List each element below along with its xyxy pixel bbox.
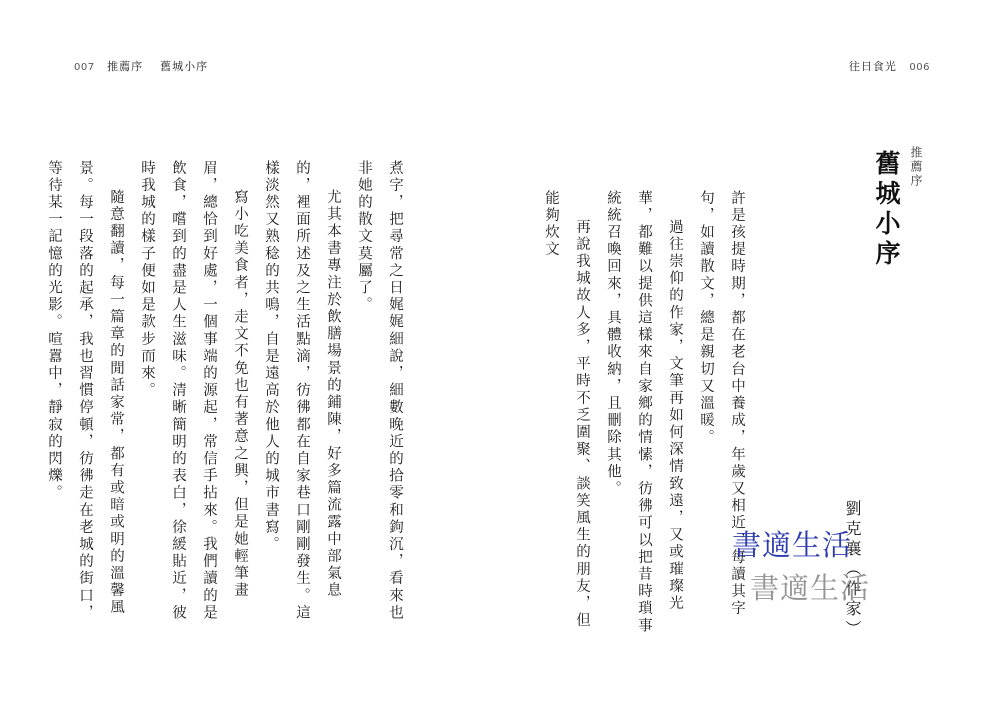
watermark-gray: 書適生活	[750, 571, 871, 605]
paragraph: 過往崇仰的作家，文筆再如何深情致遠，又或璀璨光華，都難以提供這樣來自家鄉的情愫，彷彿可以把昔時瑣事統統召喚回來，具體收納，且刪除其他。	[605, 190, 683, 635]
watermark-blue: 書適生活	[732, 528, 853, 562]
right-page-number: 006	[909, 62, 930, 73]
left-running-head	[74, 58, 208, 74]
paragraph: 寫小吃美食者，走文不免也有著意之興，但是她輕筆畫眉，總恰到好處，一個事端的源起，常信手拈來。我們讀的是飲食，嚐到的盡是人生滋味。清晰簡明的表白，徐緩貼近，彼時我城的樣子便如是款步而來。	[139, 160, 248, 622]
paragraph: 隨意翻讀，每一篇章的閒話家常，都有或暗或明的溫馨風景。每一段落的起承，我也習慣停頓，彷彿走在老城的街口，等待某一記憶的光影。喧囂中，靜寂的閃爍。	[46, 160, 124, 622]
paragraph: 許是孩提時期，都在老台中養成，年歲又相近，每讀其字句，如讀散文，總是親切又溫暖。	[698, 190, 745, 618]
paragraph: 再說我城故人多，平時不乏圍聚、談笑風生的朋友，但能夠炊文	[543, 190, 590, 630]
paragraph: 煮字，把尋常之日娓娓細說，細數晚近的拾零和鉤沉，看來也非她的散文莫屬了。	[356, 160, 403, 622]
right-running-title: 往日食光	[848, 60, 897, 73]
right-body-text	[535, 190, 752, 642]
author-credit: 劉克襄（作家）	[843, 500, 862, 640]
section-label: 推薦序	[909, 146, 923, 188]
left-page-number: 007	[74, 62, 95, 73]
left-running-title: 舊城小序	[160, 60, 209, 73]
left-section-name: 推薦序	[107, 60, 144, 73]
chapter-title: 舊城小序	[872, 150, 901, 270]
right-running-head	[849, 58, 930, 74]
paragraph: 尤其本書專注於飲膳場景的鋪陳，好多篇流露中部氣息的，裡面所述及之生活點滴，彷彿都在自家巷口剛剛發生。這樣淡然又熟稔的共鳴，自是遠高於他人的城市書寫。	[263, 160, 341, 622]
left-body-text	[38, 160, 410, 630]
